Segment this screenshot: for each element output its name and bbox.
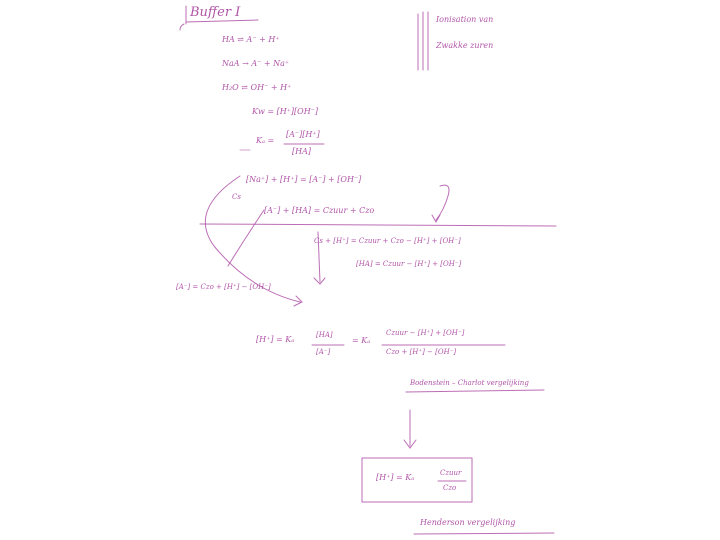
cs-label: Cs: [232, 193, 241, 201]
final-num: Czuur: [440, 469, 462, 477]
ka-prefix: Kₐ =: [256, 136, 275, 145]
bodenstein-label: Bodenstein – Charlot vergelijking: [410, 379, 529, 387]
cross-line: [228, 210, 264, 266]
a-equation: [A⁻] = Czo + [H⁺] − [OH⁻]: [176, 283, 271, 291]
main-frac2-num: Czuur − [H⁺] + [OH⁻]: [386, 329, 465, 337]
page-title: Buffer I: [190, 5, 241, 20]
main-lhs: [H⁺] = Kₐ: [256, 335, 295, 344]
down-arrow: [404, 410, 416, 448]
loop-arrow: [432, 185, 449, 222]
equilibrium-naa: NaA → A⁻ + Na⁺: [222, 59, 290, 68]
cs-equation: Cs + [H⁺] = Czuur + Czo − [H⁺] + [OH⁻]: [314, 237, 461, 245]
final-den: Czo: [443, 484, 457, 492]
ka-denominator: [HA]: [292, 147, 311, 156]
ha-equation: [HA] = Czuur − [H⁺] + [OH⁻]: [356, 260, 462, 268]
charge-balance: [Na⁺] + [H⁺] = [A⁻] + [OH⁻]: [246, 175, 362, 184]
main-frac1-num: [HA]: [316, 331, 333, 339]
final-lhs: [H⁺] = Kₐ: [376, 473, 415, 482]
henderson-underline: [414, 533, 554, 534]
main-frac1-den: [A⁻]: [316, 348, 331, 356]
kw-equation: Kw = [H⁺][OH⁻]: [252, 107, 319, 116]
ka-numerator: [A⁻][H⁺]: [286, 130, 320, 139]
mass-balance: [A⁻] + [HA] = Czuur + Czo: [264, 206, 375, 215]
bodenstein-underline: [406, 390, 544, 392]
main-eq: = Kₐ: [352, 336, 371, 345]
equilibrium-ha: HA ⇌ A⁻ + H⁺: [222, 35, 280, 44]
note-line-2: Zwakke zuren: [436, 41, 494, 50]
main-frac2-den: Czo + [H⁺] − [OH⁻]: [386, 348, 457, 356]
note-line-1: Ionisation van: [436, 15, 494, 24]
henderson-label: Henderson vergelijking: [420, 518, 516, 527]
equilibrium-water: H₂O ⇌ OH⁻ + H⁺: [222, 83, 292, 92]
